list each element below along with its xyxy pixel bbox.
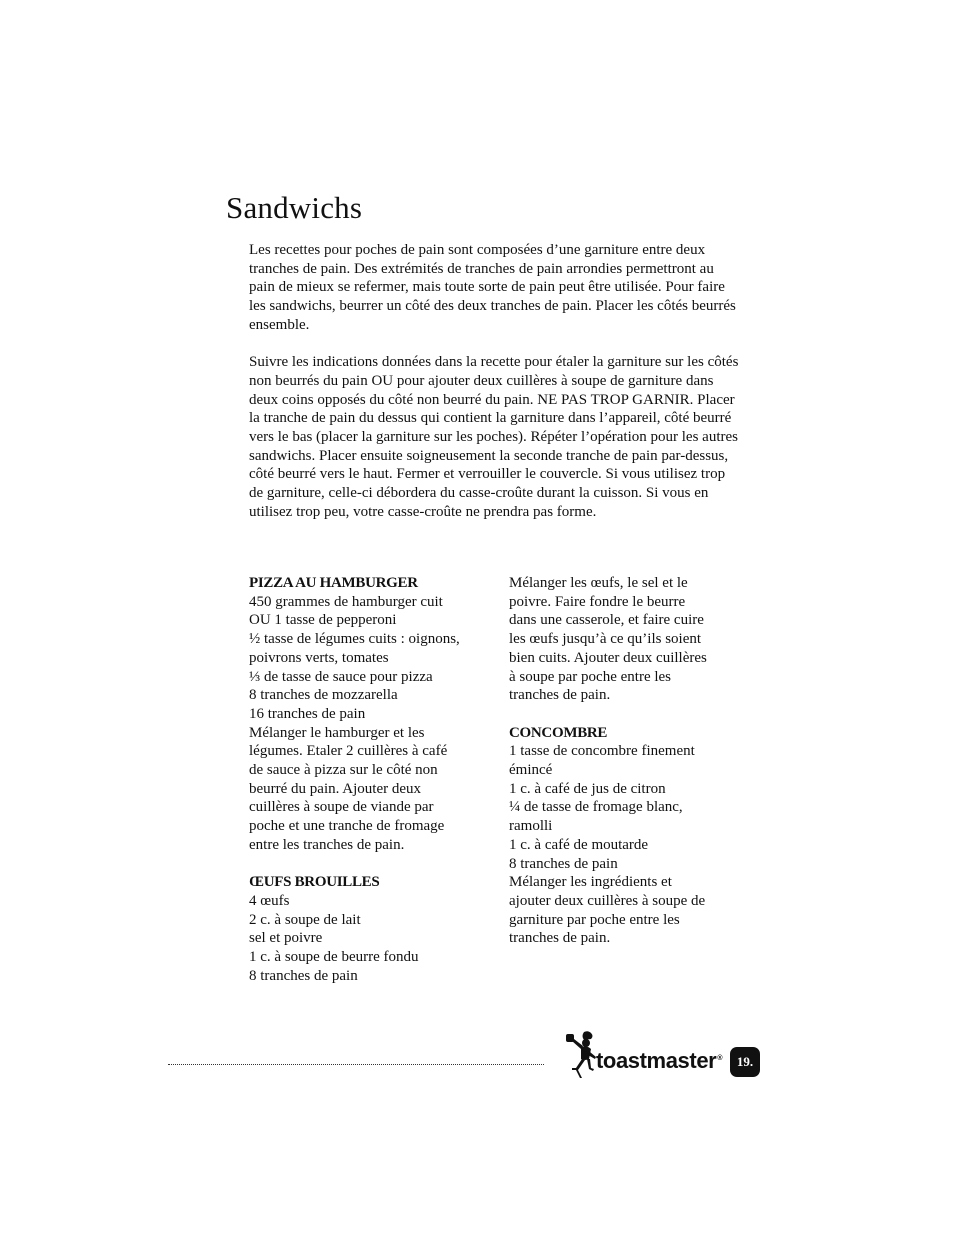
footer-dotted-rule <box>168 1064 544 1065</box>
recipe-line: légumes. Etaler 2 cuillères à café <box>249 743 448 760</box>
recipe-line: 16 tranches de pain <box>249 705 366 722</box>
recipe-line: 2 c. à soupe de lait <box>249 911 361 928</box>
recipe-line: 8 tranches de mozzarella <box>249 687 398 704</box>
recipe-line: 1 c. à soupe de beurre fondu <box>249 949 419 966</box>
recipe-line: ⅓ de tasse de sauce pour pizza <box>249 668 433 685</box>
brand-logo <box>562 1030 727 1080</box>
recipe-line: Mélanger les œufs, le sel et le <box>509 575 688 591</box>
recipe-line: 1 tasse de concombre finement <box>509 743 695 760</box>
recipe-oeufs <box>249 873 489 985</box>
recipe-line: poche et une tranche de fromage <box>249 818 445 835</box>
recipe-line: ramolli <box>509 818 553 835</box>
recipe-line: 1 c. à café de moutarde <box>509 836 649 853</box>
recipe-column-right <box>509 574 741 967</box>
recipe-line: OU 1 tasse de pepperoni <box>249 612 397 629</box>
recipe-line: beurré du pain. Ajouter deux <box>249 780 422 797</box>
brand-name: toastmaster <box>596 1048 717 1073</box>
intro-text <box>249 241 739 540</box>
page-number-badge: 19. <box>730 1047 760 1077</box>
recipe-line: émincé <box>509 762 553 779</box>
recipe-line: poivrons verts, tomates <box>249 649 389 666</box>
recipe-line: poivre. Faire fondre le beurre <box>509 593 686 610</box>
recipe-line: 8 tranches de pain <box>249 967 358 984</box>
recipe-line: 450 grammes de hamburger cuit <box>249 593 443 610</box>
recipe-line: tranches de pain. <box>509 930 611 947</box>
recipe-line: entre les tranches de pain. <box>249 836 405 853</box>
recipe-line: ½ tasse de légumes cuits : oignons, <box>249 631 460 648</box>
chef-figure-icon <box>562 1030 598 1080</box>
recipe-line: Mélanger les ingrédients et <box>509 874 672 891</box>
recipe-line: les œufs jusqu’à ce qu’ils soient <box>509 631 702 648</box>
intro-paragraph-1: Les recettes pour poches de pain sont composées d’une garniture entre deux tranches de pain. Des extrémités de tranches de pain arrondies permettront au pain de mieux se refermer, mais toute sorte de pain peut être utilisée. Pour faire les sandwichs, beurrer un côté des deux tranches de pain. Placer les côtés beurrés ensemble. <box>249 242 736 333</box>
recipe-line: 8 tranches de pain <box>509 855 618 872</box>
recipe-title: CONCOMBRE <box>509 724 608 741</box>
recipe-concombre <box>509 724 741 948</box>
recipe-line: de sauce à pizza sur le côté non <box>249 762 438 779</box>
recipe-pizza <box>249 574 489 855</box>
recipe-line: à soupe par poche entre les <box>509 668 672 685</box>
recipe-title: PIZZA AU HAMBURGER <box>249 575 418 591</box>
brand-wordmark <box>596 1048 722 1074</box>
recipe-line: cuillères à soupe de viande par <box>249 799 434 816</box>
recipe-line: bien cuits. Ajouter deux cuillères <box>509 649 707 666</box>
recipe-line: garniture par poche entre les <box>509 911 680 928</box>
recipe-column-left <box>249 574 489 1004</box>
recipe-line: 1 c. à café de jus de citron <box>509 780 666 797</box>
recipe-title: ŒUFS BROUILLES <box>249 874 380 891</box>
intro-paragraph-2: Suivre les indications données dans la recette pour étaler la garniture sur les côtés non beurrés du pain OU pour ajouter deux cuillères à soupe de garniture dans deux coins opposés du côté non beurré du pain. NE PAS TROP GARNIR. Placer la tranche de pain du dessus qui contient la garniture dans l’appareil, côté beurré vers le bas (placer la garniture sur les poches). Répéter l’opération pour les autres sandwichs. Placer ensuite soigneusement la seconde tranche de pain par-dessus, côté beurré vers le haut. Fermer et verrouiller le couvercle. Si vous utilisez trop de garniture, celle-ci débordera du casse-croûte durant la cuisson. Si vous en utilisez trop peu, votre casse-croûte ne prendra pas forme. <box>249 354 739 520</box>
recipe-line: ajouter deux cuillères à soupe de <box>509 892 706 909</box>
recipe-line: 4 œufs <box>249 892 290 909</box>
recipe-oeufs-continued <box>509 574 741 705</box>
recipe-line: dans une casserole, et faire cuire <box>509 612 704 629</box>
page-title: Sandwichs <box>226 190 363 225</box>
recipe-line: ¼ de tasse de fromage blanc, <box>509 799 683 816</box>
registered-mark: ® <box>717 1054 723 1062</box>
recipe-line: sel et poivre <box>249 930 323 947</box>
recipe-line: Mélanger le hamburger et les <box>249 724 425 741</box>
recipe-line: tranches de pain. <box>509 687 611 704</box>
